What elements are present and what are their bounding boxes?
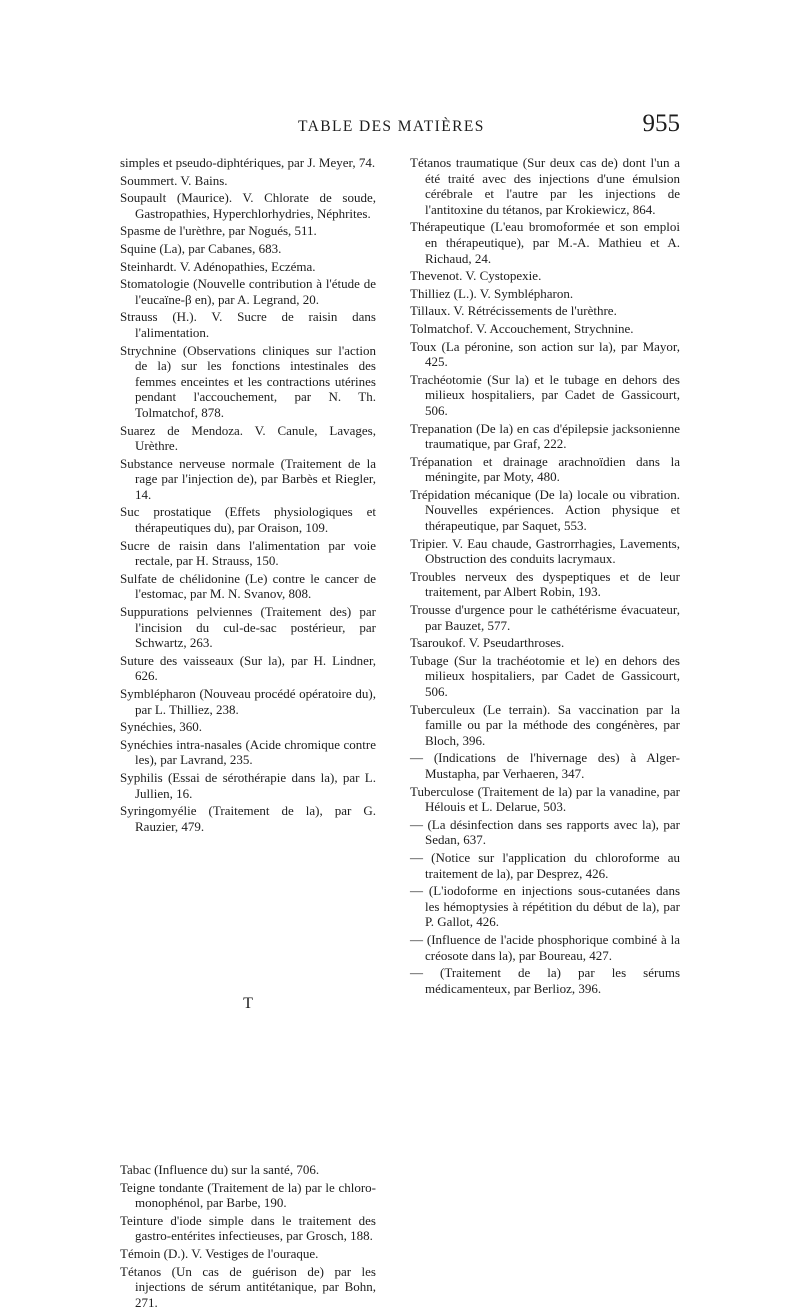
index-entry: Tétanos (Un cas de guérison de) par les injections de sérum antitétanique, par Bohn, 271. <box>120 1263 376 1310</box>
index-entry: Trousse d'urgence pour le cathétérisme évacuateur, par Bauzet, 577. <box>410 602 680 633</box>
index-entry: Témoin (D.). V. Vestiges de l'ouraque. <box>120 1245 319 1261</box>
index-entry: Syphilis (Essai de sérothérapie dans la), par L. Jullien, 16. <box>120 769 376 801</box>
index-entry: Thevenot. V. Cystopexie. <box>410 268 542 284</box>
index-entry: Troubles nerveux des dyspeptiques et de leur traitement, par Albert Robin, 193. <box>410 568 680 600</box>
index-entry: Soummert. V. Bains. <box>120 172 228 188</box>
index-entry: Spasme de l'urèthre, par Nogués, 511. <box>120 223 317 239</box>
index-entry: Tubage (Sur la trachéotomie et le) en dehors des milieux hospitaliers, par Cadet de Gassicourt, 506. <box>410 652 680 699</box>
index-entries-t <box>120 1162 376 1310</box>
page-number: 955 <box>642 110 680 137</box>
right-column <box>410 155 680 998</box>
index-entry: — (L'iodoforme en injections sous-cutanées dans les hémoptysies à répétition du début de la), par P. Gallot, 426. <box>410 883 680 930</box>
index-entry: Sulfate de chélidonine (Le) contre le cancer de l'estomac, par M. N. Svanov, 808. <box>120 570 376 602</box>
index-entry: Tuberculeux (Le terrain). Sa vaccination par la famille ou par la méthode des congénères, par Bloch, 396. <box>410 701 680 748</box>
index-entry: Thilliez (L.). V. Symblépharon. <box>410 285 574 301</box>
index-entry: Syringomyélie (Traitement de la), par G. Rauzier, 479. <box>120 803 376 834</box>
index-entry: Trachéotomie (Sur la) et le tubage en dehors des milieux hospitaliers, par Cadet de Gassicourt, 506. <box>410 371 680 418</box>
index-entry: Tétanos traumatique (Sur deux cas de) dont l'un a été traité avec des injections d'une émulsion cérébrale et l'autre par les injections de l'antitoxine du tétanos, par Krokiewicz, 864. <box>410 155 680 217</box>
index-entry: Sucre de raisin dans l'alimentation par voie rectale, par H. Strauss, 150. <box>120 537 376 569</box>
index-entry: — (Traitement de la) par les sérums médicamenteux, par Berlioz, 396. <box>410 965 680 996</box>
index-entry: Synéchies, 360. <box>120 719 202 735</box>
index-entry: Tsaroukof. V. Pseudarthroses. <box>410 635 565 651</box>
index-entry: Synéchies intra-nasales (Acide chromique contre les), par Lavrand, 235. <box>120 736 376 768</box>
index-entry: Trépidation mécanique (De la) locale ou vibration. Nouvelles expériences. Action physique et thérapeutique, par Saquet, 553. <box>410 486 680 534</box>
index-entry: Symblépharon (Nouveau procédé opératoire du), par L. Thilliez, 238. <box>120 686 376 717</box>
section-letter: T <box>243 995 253 1013</box>
index-entry: Toux (La péronine, son action sur la), par Mayor, 425. <box>410 338 680 370</box>
index-entry: Suppurations pelviennes (Traitement des) par l'incision du cul-de-sac postérieur, par Schwartz, 263. <box>120 604 376 651</box>
index-entry: — (Indications de l'hivernage des) à Alger-Mustapha, par Verhaeren, 347. <box>410 750 680 781</box>
index-entry: Teinture d'iode simple dans le traitement des gastro-entérites infectieuses, par Grosch, 188. <box>120 1212 376 1244</box>
index-entry: Suarez de Mendoza. V. Canule, Lavages, Urèthre. <box>120 422 376 454</box>
running-title: TABLE DES MATIÈRES <box>298 118 485 135</box>
index-entries-s <box>120 155 376 834</box>
index-entry: Strychnine (Observations cliniques sur l'action de la) sur les fonctions intestinales des femmes enceintes et les contractions utérines pendant l'accouchement, par N. Th. Tolmatchof, 878. <box>120 342 376 420</box>
index-entry: Tillaux. V. Rétrécissements de l'urèthre. <box>410 303 617 319</box>
index-entry: Substance nerveuse normale (Traitement de la rage par l'injection de), par Barbès et Riegler, 14. <box>120 455 376 502</box>
index-entry: Suture des vaisseaux (Sur la), par H. Lindner, 626. <box>120 652 376 684</box>
index-entry: Suc prostatique (Effets physiologiques et thérapeutiques du), par Oraison, 109. <box>120 504 376 536</box>
index-entry: Tolmatchof. V. Accouchement, Strychnine. <box>410 320 634 336</box>
page-header <box>120 110 680 144</box>
index-entry: Soupault (Maurice). V. Chlorate de soude, Gastropathies, Hyperchlorhydries, Néphrites. <box>120 190 376 221</box>
index-entry: Trepanation (De la) en cas d'épilepsie jacksonienne traumatique, par Graf, 222. <box>410 420 680 452</box>
index-entry: — (Notice sur l'application du chloroforme au traitement de la), par Desprez, 426. <box>410 849 680 881</box>
index-entry: Teigne tondante (Traitement de la) par le chloro-monophénol, par Barbe, 190. <box>120 1179 376 1211</box>
index-entry: Tabac (Influence du) sur la santé, 706. <box>120 1161 320 1177</box>
index-entry: Steinhardt. V. Adénopathies, Eczéma. <box>120 258 316 274</box>
index-entry: — (Influence de l'acide phosphorique combiné à la créosote dans la), par Boureau, 427. <box>410 931 680 963</box>
index-entry: Squine (La), par Cabanes, 683. <box>120 240 282 256</box>
index-entry: Trépanation et drainage arachnoïdien dans la méningite, par Moty, 480. <box>410 453 680 485</box>
index-entry: Thérapeutique (L'eau bromoformée et son emploi en thérapeutique), par M.-A. Mathieu et A. Richaud, 24. <box>410 219 680 266</box>
left-column <box>120 155 376 1312</box>
index-entry: Stomatologie (Nouvelle contribution à l'étude de l'eucaïne-β en), par A. Legrand, 20. <box>120 276 376 307</box>
index-entries-t-continued <box>410 155 680 996</box>
index-entry: simples et pseudo-diphtériques, par J. Meyer, 74. <box>120 155 376 170</box>
index-entry: Tripier. V. Eau chaude, Gastrorrhagies, Lavements, Obstruction des conduits lacrymaux. <box>410 535 680 567</box>
index-entry: — (La désinfection dans ses rapports avec la), par Sedan, 637. <box>410 816 680 848</box>
index-entry: Strauss (H.). V. Sucre de raisin dans l'alimentation. <box>120 309 376 340</box>
index-entry: Tuberculose (Traitement de la) par la vanadine, par Hélouis et L. Delarue, 503. <box>410 783 680 815</box>
